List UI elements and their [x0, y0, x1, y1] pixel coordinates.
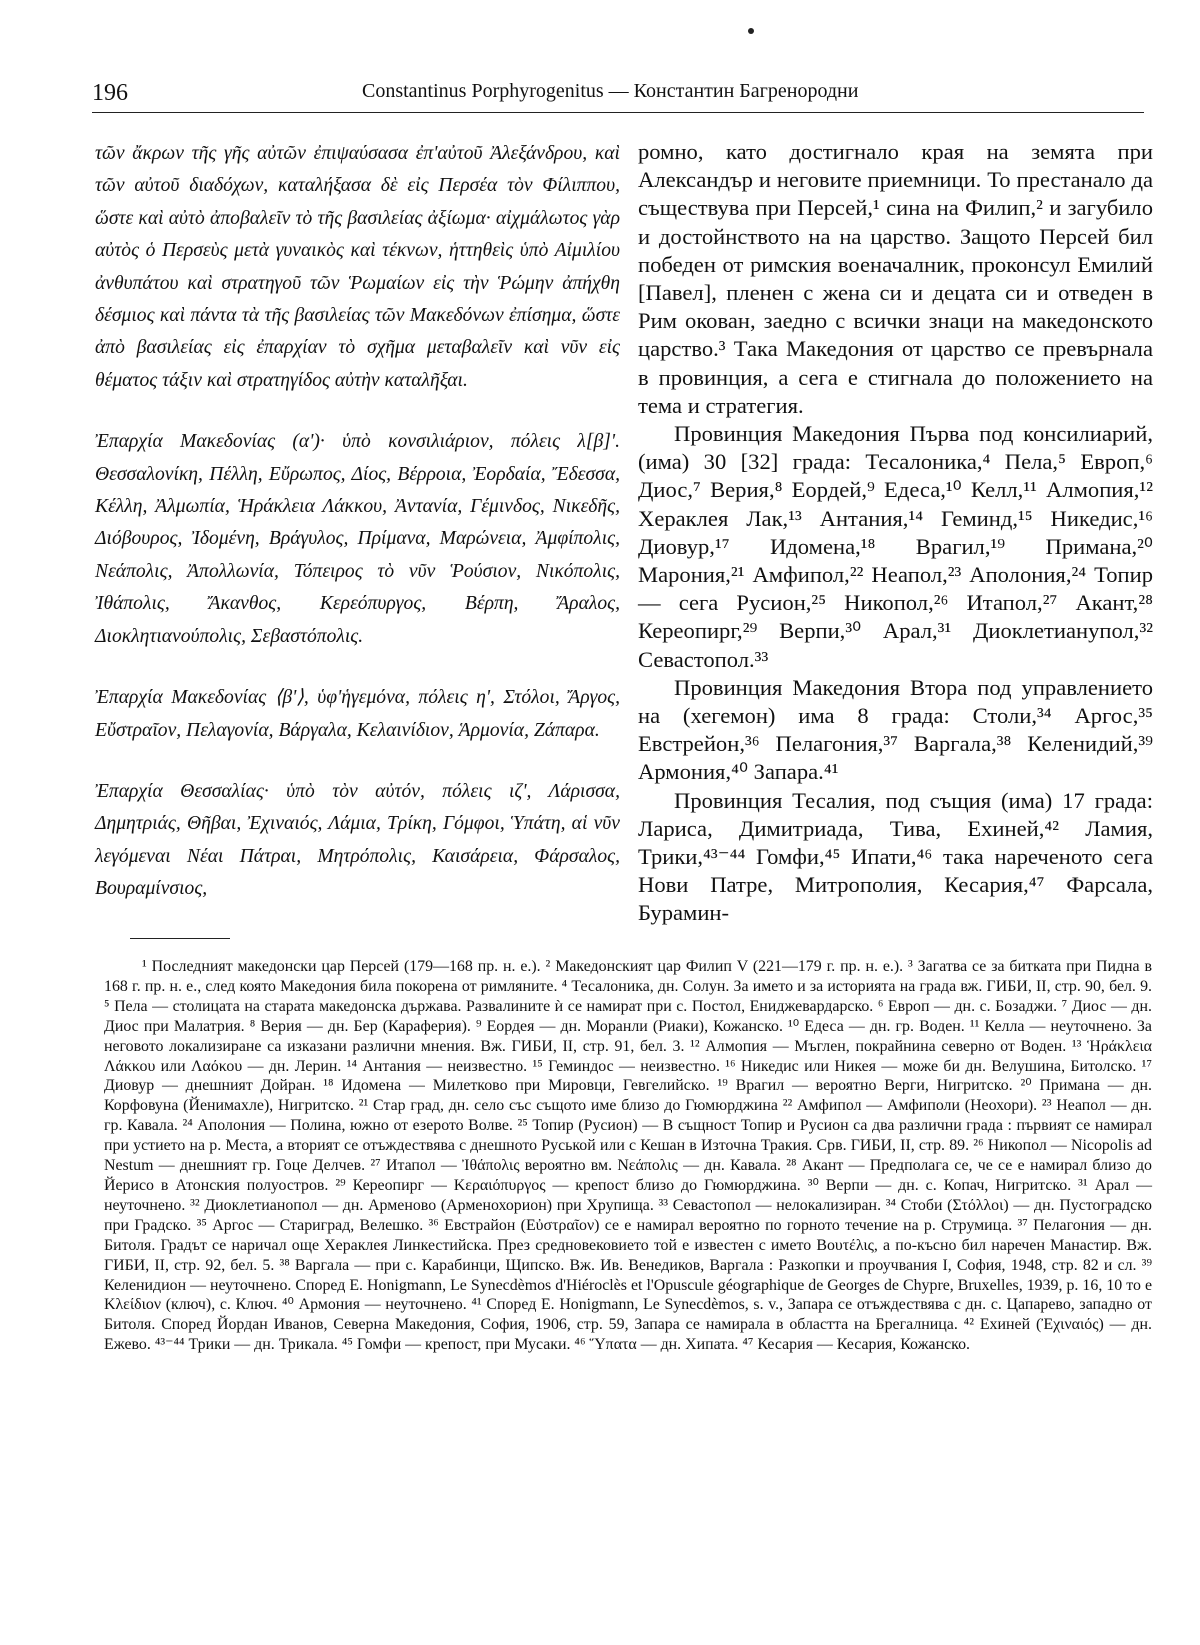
bulgarian-paragraph: Провинция Македония Първа под консилиарий, (има) 30 [32] града: Тесалоника,⁴ Пела,⁵ Европ,⁶ Диос,⁷ Верия,⁸ Еордей,⁹ Едеса,¹⁰ Келл,¹¹ Алмопия,¹² Хераклея Лак,¹³ Антания,¹⁴ Геминд,¹⁵ Никедис,¹⁶ Диовур,¹⁷ Идомена,¹⁸ Врагил,¹⁹ Примана,²⁰ Марония,²¹ Амфипол,²² Неапол,²³ Аполония,²⁴ Топир — сега Русион,²⁵ Никопол,²⁶ Итапол,²⁷ Акант,²⁸ Кереопирг,²⁹ Верпи,³⁰ Арал,³¹ Диоклетианупол,³² Севастопол.³³ [638, 421, 1153, 672]
bulgarian-column [638, 138, 1153, 928]
footnote-separator [130, 938, 230, 939]
printer-dot [748, 28, 754, 34]
greek-paragraph: Ἐπαρχία Μακεδονίας (α')· ὑπὸ κονσιλιάριον, πόλεις λ[β]'. Θεσσαλονίκη, Πέλλη, Εὔρωπος, Δίος, Βέρροια, Ἐορδαία, Ἔδεσσα, Κέλλη, Ἀλμωπία, Ἡράκλεια Λάκκου, Ἀντανία, Γέμινδος, Νικεδῆς, Διόβουρος, Ἰδομένη, Βράγυλος, Πρίμανα, Μαρώνεια, Ἀμφίπολις, Νεάπολις, Ἀπολλωνία, Τόπειρος τὸ νῦν Ῥούσιον, Νικόπολις, Ἰθάπολις, Ἄκανθος, Κερεόπυργος, Βέρπη, Ἄραλος, Διοκλητιανούπολις, Σεβαστόπολις. [95, 431, 620, 647]
footnotes: ¹ Последният македонски цар Персей (179—168 пр. н. е.). ² Македонският цар Филип V (221—179 г. пр. н. е.). ³ Загатва се за битката при Пидна в 168 г. пр. н. е., след която Македония била покорена от римляните. ⁴ Тесалоника, дн. Солун. За името и за историята на града вж. ГИБИ, II, стр. 90, бел. 9. ⁵ Пела — столицата на старата македонска държава. Развалините ѝ се намират при с. Постол, Ениджевардарско. ⁶ Европ — дн. с. Бозаджи. ⁷ Диос — дн. Диос при Малатрия. ⁸ Верия — дн. Бер (Караферия). ⁹ Еордея — дн. Моранли (Риаки), Кожанско. ¹⁰ Едеса — дн. гр. Воден. ¹¹ Келла — неуточнено. За неговото локализиране са изказани различни мнения. Вж. ГИБИ, II, стр. 91, бел. 3. ¹² Алмопия — Мъглен, покрайнина северно от Воден. ¹³ Ἡράκλεια Λάκκου или Λαόκου — дн. Лерин. ¹⁴ Антания — неизвестно. ¹⁵ Геминдос — неизвестно. ¹⁶ Никедис или Никея — може би дн. Велушина, Битолско. ¹⁷ Диовур — днешният Дойран. ¹⁸ Идомена — Милетково при Мировци, Гевгелийско. ¹⁹ Врагил — вероятно Верги, Нигритско. ²⁰ Примана — дн. Корфовуна (Йенимахле), Нигритско. ²¹ Стар град, дн. село със същото име близо до Гюмюрджина ²² Амфипол — Амфиполи (Неохори). ²³ Неапол — дн. гр. Кавала. ²⁴ Аполония — Полина, южно от езерото Волве. ²⁵ Топир (Русион) — В същност Топир и Русион са два различни града : първият се намирал при устието на р. Места, а вторият се отъждествява с днешното Руськой или с Кешан в Източна Тракия. Срв. ГИБИ, II, стр. 89. ²⁶ Никопол — Nicopolis ad Nestum — днешният гр. Гоце Делчев. ²⁷ Итапол — Ἰθάπολις вероятно вм. Νεάπολις — дн. Кавала. ²⁸ Акант — Предполага се, че се е намирал близо до Йерисо в Атонския полуостров. ²⁹ Кереопирг — Κεραιόπυργος — крепост близо до Гюмюрджина. ³⁰ Верпи — дн. с. Копач, Нигритско. ³¹ Арал — неуточнено. ³² Диоклетианопол — дн. Арменово (Арменохорион) при Хрупища. ³³ Севастопол — нелокализиран. ³⁴ Стоби (Στόλλοι) — дн. Пустоградско при Градско. ³⁵ Аргос — Стариград, Велешко. ³⁶ Евстрайон (Εὐστραῖον) се е намирал вероятно по горното течение на р. Струмица. ³⁷ Пелагония — дн. Битоля. Градът се наричал още Хераклея Линкестийска. През средновековието той е известен с името Βουτέλις, а по-късно бил наречен Манастир. Вж. ГИБИ, II, стр. 92, бел. 5. ³⁸ Варгала — при с. Карабинци, Щипско. Вж. Ив. Венедиков, Варгала : Разкопки и проучвания I, София, 1948, стр. 82 и сл. ³⁹ Келенидион — неуточнено. Според E. Honigmann, Le Synecdèmos d'Hiéroclès et l'Opuscule géographique de Georges de Chypre, Bruxelles, 1939, p. 16, 10 то е Κλείδιον (ключ), с. Ключ. ⁴⁰ Армония — неуточнено. ⁴¹ Според E. Honigmann, Le Synecdèmos, s. v., Запара се отъждествява с дн. с. Цапарево, западно от Битоля. Според Йордан Иванов, Северна Македония, София, 1906, стр. 59, Запара се намирала в областта на Брегалница. ⁴² Ехиней (Ἐχιναιός) — дн. Ежево. ⁴³⁻⁴⁴ Трики — дн. Трикала. ⁴⁵ Гомфи — крепост, при Мусаки. ⁴⁶ Ὕπατα — дн. Хипата. ⁴⁷ Кесария — Кесария, Кожанско. [104, 958, 1152, 1354]
greek-paragraph: τῶν ἄκρων τῆς γῆς αὐτῶν ἐπιψαύσασα ἐπ'αὐτοῦ Ἀλεξάνδρου, καὶ τῶν αὐτοῦ διαδόχων, καταλήξασα δὲ εἰς Περσέα τὸν Φίλιππου, ὥστε καὶ αὐτὸ ἀποβαλεῖν τὸ τῆς βασιλείας ἀξίωμα· αἰχμάλωτος γὰρ αὐτὸς ὁ Περσεὺς μετὰ γυναικὸς καὶ τέκνων, ἡττηθεὶς ὑπὸ Αἰμιλίου ἀνθυπάτου καὶ στρατηγοῦ τῶν Ῥωμαίων εἰς τὴν Ῥώμην ἀπήχθη δέσμιος καὶ πάντα τὰ τῆς βασιλείας τῶν Μακεδόνων ἐπίσημα, ὥστε ἀπὸ βασιλείας εἰς ἐπαρχίαν τὸ σχῆμα μεταβαλεῖν καὶ νῦν εἰς θέματος τάξιν καὶ στρατηγίδος αὐτὴν καταλῆξαι. [95, 143, 620, 391]
greek-paragraph: Ἐπαρχία Μακεδονίας ⟨β'⟩, ὑφ'ἡγεμόνα, πόλεις η', Στόλοι, Ἄργος, Εὔστραῖον, Πελαγονία, Βάργαλα, Κελαινίδιον, Ἁρμονία, Ζάπαρα. [95, 687, 620, 741]
bulgarian-paragraph: Провинция Тесалия, под същия (има) 17 града: Лариса, Димитриада, Тива, Ехиней,⁴² Ламия, Трики,⁴³⁻⁴⁴ Гомфи,⁴⁵ Ипати,⁴⁶ така нареченото сега Нови Патре, Митрополия, Кесария,⁴⁷ Фарсала, Бурамин- [638, 787, 1153, 926]
page-number: 196 [92, 80, 128, 106]
greek-column [95, 138, 620, 935]
page-header [92, 78, 1144, 113]
bulgarian-paragraph: Провинция Македония Втора под управлението на (хегемон) има 8 града: Столи,³⁴ Аргос,³⁵ Евстрейон,³⁶ Пелагония,³⁷ Варгала,³⁸ Келенидий,³⁹ Армония,⁴⁰ Запара.⁴¹ [638, 674, 1153, 785]
bulgarian-paragraph: ромно, като достигнало края на земята при Александър и неговите приемници. То престанало да съществува при Персей,¹ сина на Филип,² и загубило и достойнството на на царство. Защото Персей бил победен от римския военачалник, проконсул Емилий [Павел], пленен с жена си и децата си и отведен в Рим окован, заедно с всички знаци на македонското царство.³ Така Македония от царство се превърнала в провинция, а сега е стигнала до положението на тема и стратегия. [638, 139, 1153, 418]
greek-paragraph: Ἐπαρχία Θεσσαλίας· ὑπὸ τὸν αὐτόν, πόλεις ιζ', Λάρισσα, Δημητριάς, Θῆβαι, Ἐχιναιός, Λάμια, Τρίκη, Γόμφοι, Ὑπάτη, αἱ νῦν λεγόμεναι Νέαι Πάτραι, Μητρόπολις, Καισάρεια, Φάρσαλος, Βουραμίνσιος, [95, 780, 620, 900]
running-title: Constantinus Porphyrogenitus — Константин Багренородни [362, 80, 859, 102]
